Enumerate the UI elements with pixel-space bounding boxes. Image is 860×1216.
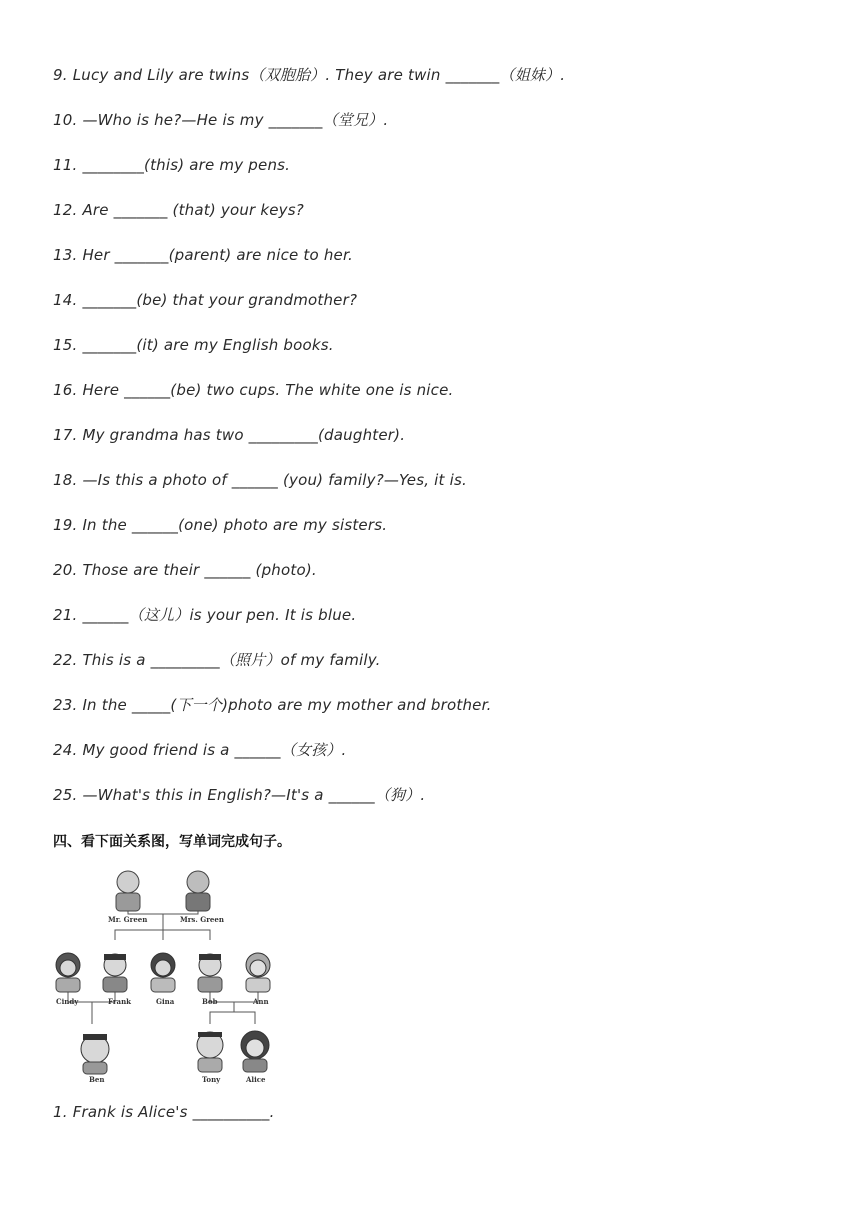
svg-text:Bob: Bob	[202, 997, 218, 1006]
person-mr-green	[108, 871, 147, 924]
svg-text:Mrs. Green: Mrs. Green	[180, 915, 224, 924]
question-15: 15. _______(it) are my English books.	[53, 336, 334, 354]
person-ann	[246, 953, 270, 1006]
svg-text:Alice: Alice	[246, 1075, 266, 1084]
person-ben	[81, 1034, 109, 1084]
question-16: 16. Here ______(be) two cups. The white one is nice.	[53, 381, 454, 399]
question-23: 23. In the _____(下一个)photo are my mother and brother.	[53, 696, 492, 714]
person-alice	[241, 1031, 269, 1084]
person-frank	[103, 954, 131, 1006]
question-20: 20. Those are their ______ (photo).	[53, 561, 317, 579]
person-cindy	[56, 953, 80, 1006]
person-bob	[198, 954, 222, 1006]
question-13: 13. Her _______(parent) are nice to her.	[53, 246, 353, 264]
svg-text:Frank: Frank	[108, 997, 132, 1006]
svg-text:Ann: Ann	[253, 997, 269, 1006]
question-22: 22. This is a _________（照片）of my family.	[53, 651, 381, 669]
question-11: 11. ________(this) are my pens.	[53, 156, 291, 174]
question-18: 18. —Is this a photo of ______ (you) family?—Yes, it is.	[53, 471, 467, 489]
svg-text:Cindy: Cindy	[56, 997, 79, 1006]
person-tony	[197, 1032, 223, 1084]
tree-question-1: 1. Frank is Alice's __________.	[53, 1103, 275, 1121]
svg-text:Tony: Tony	[202, 1075, 221, 1084]
question-24: 24. My good friend is a ______（女孩）.	[53, 741, 347, 759]
person-gina	[151, 953, 175, 1006]
svg-text:Gina: Gina	[156, 997, 175, 1006]
svg-text:Mr. Green: Mr. Green	[108, 915, 148, 924]
question-10: 10. —Who is he?—He is my _______（堂兄）.	[53, 111, 389, 129]
question-9: 9. Lucy and Lily are twins（双胞胎）. They are twin _______（姐妹）.	[53, 66, 566, 84]
person-mrs-green	[180, 871, 224, 924]
svg-text:Ben: Ben	[89, 1075, 105, 1084]
question-14: 14. _______(be) that your grandmother?	[53, 291, 358, 309]
question-19: 19. In the ______(one) photo are my sisters.	[53, 516, 388, 534]
question-21: 21. ______（这儿）is your pen. It is blue.	[53, 606, 357, 624]
question-17: 17. My grandma has two _________(daughter).	[53, 426, 406, 444]
section-four-heading: 四、看下面关系图，写单词完成句子。	[53, 834, 291, 850]
question-12: 12. Are _______ (that) your keys?	[53, 201, 304, 219]
question-25: 25. —What's this in English?—It's a ______（狗）.	[53, 786, 426, 804]
family-tree-diagram	[50, 862, 285, 1087]
